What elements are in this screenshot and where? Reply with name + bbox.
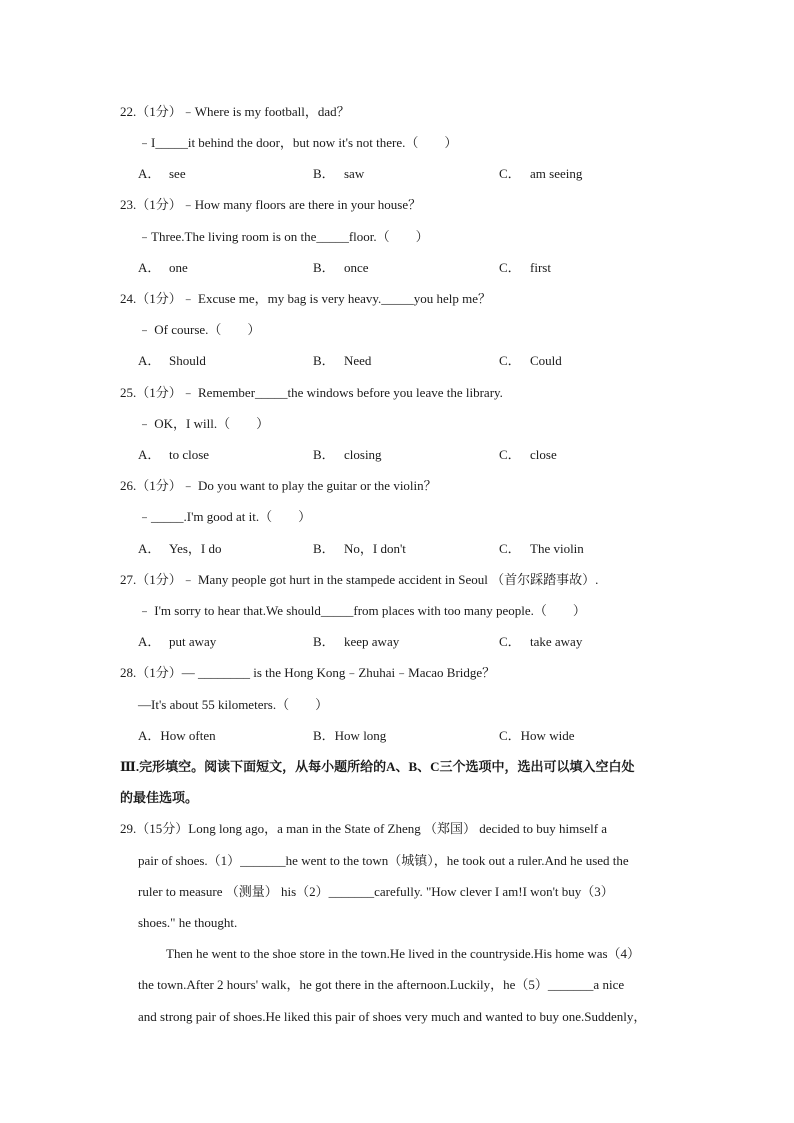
question-28-option-c[interactable]: C．How wide bbox=[499, 728, 575, 743]
question-22-stem: 22.（1分）﹣Where is my football，dad？ bbox=[120, 104, 350, 119]
question-24-stem: 24.（1分）﹣ Excuse me，my bag is very heavy._____you help me？ bbox=[120, 291, 492, 306]
question-23-option-b[interactable]: B． once bbox=[313, 260, 369, 275]
question-27-stem: 27.（1分）﹣ Many people got hurt in the stampede accident in Seoul （首尔踩踏事故）. bbox=[120, 572, 599, 587]
section-heading: Ⅲ.完形填空。阅读下面短文，从每小题所给的A、B、C三个选项中，选出可以填入空白处 bbox=[120, 759, 635, 774]
question-23-stem: 23.（1分）﹣How many floors are there in your house？ bbox=[120, 197, 422, 212]
section-heading-continued: 的最佳选项。 bbox=[120, 790, 199, 805]
question-24-dialogue: ﹣ Of course.（ ） bbox=[138, 322, 261, 337]
question-26-option-b[interactable]: B． No，I don't bbox=[313, 541, 406, 556]
question-28-option-b[interactable]: B．How long bbox=[313, 728, 387, 743]
question-26-dialogue: ﹣_____.I'm good at it.（ ） bbox=[138, 509, 312, 524]
question-25-option-b[interactable]: B． closing bbox=[313, 447, 382, 462]
question-25-dialogue: ﹣ OK，I will.（ ） bbox=[138, 416, 270, 431]
question-28-option-a[interactable]: A．How often bbox=[138, 728, 216, 743]
question-27-dialogue: ﹣ I'm sorry to hear that.We should_____from places with too many people.（ ） bbox=[138, 603, 586, 618]
question-24-option-a[interactable]: A． Should bbox=[138, 353, 206, 368]
question-28-stem: 28.（1分）— ________ is the Hong Kong﹣Zhuhai﹣Macao Bridge？ bbox=[120, 665, 496, 680]
question-23-option-a[interactable]: A． one bbox=[138, 260, 188, 275]
question-23-option-c[interactable]: C． first bbox=[499, 260, 551, 275]
passage-line: shoes." he thought. bbox=[138, 915, 238, 930]
question-26-option-c[interactable]: C． The violin bbox=[499, 541, 584, 556]
question-22-option-c[interactable]: C． am seeing bbox=[499, 166, 583, 181]
question-26-stem: 26.（1分）﹣ Do you want to play the guitar or the violin？ bbox=[120, 478, 437, 493]
passage-line: and strong pair of shoes.He liked this pair of shoes very much and wanted to buy one.Suddenly， bbox=[138, 1009, 647, 1024]
passage-line: ruler to measure （测量） his（2）_______carefully. "How clever I am!I won't buy（3） bbox=[138, 884, 614, 899]
question-22-dialogue: ﹣I_____it behind the door，but now it's not there.（ ） bbox=[138, 135, 458, 150]
passage-line: Then he went to the shoe store in the town.He lived in the countryside.His home was（4） bbox=[166, 946, 641, 961]
question-22-option-b[interactable]: B． saw bbox=[313, 166, 365, 181]
question-24-option-b[interactable]: B． Need bbox=[313, 353, 372, 368]
question-25-option-a[interactable]: A． to close bbox=[138, 447, 210, 462]
passage-line: 29.（15分）Long long ago，a man in the State of Zheng （郑国） decided to buy himself a bbox=[120, 821, 608, 836]
question-27-option-b[interactable]: B． keep away bbox=[313, 634, 400, 649]
question-26-option-a[interactable]: A． Yes，I do bbox=[138, 541, 222, 556]
passage-line: pair of shoes.（1）_______he went to the town（城镇），he took out a ruler.And he used the bbox=[138, 853, 629, 868]
question-27-option-a[interactable]: A． put away bbox=[138, 634, 217, 649]
passage-line: the town.After 2 hours' walk，he got there in the afternoon.Luckily，he（5）_______a nice bbox=[138, 977, 625, 992]
question-25-option-c[interactable]: C． close bbox=[499, 447, 557, 462]
question-25-stem: 25.（1分）﹣ Remember_____the windows before you leave the library. bbox=[120, 385, 503, 400]
question-22-option-a[interactable]: A． see bbox=[138, 166, 186, 181]
question-27-option-c[interactable]: C． take away bbox=[499, 634, 583, 649]
question-28-dialogue: —It's about 55 kilometers.（ ） bbox=[138, 697, 329, 712]
question-24-option-c[interactable]: C． Could bbox=[499, 353, 562, 368]
question-23-dialogue: ﹣Three.The living room is on the_____floor.（ ） bbox=[138, 229, 429, 244]
